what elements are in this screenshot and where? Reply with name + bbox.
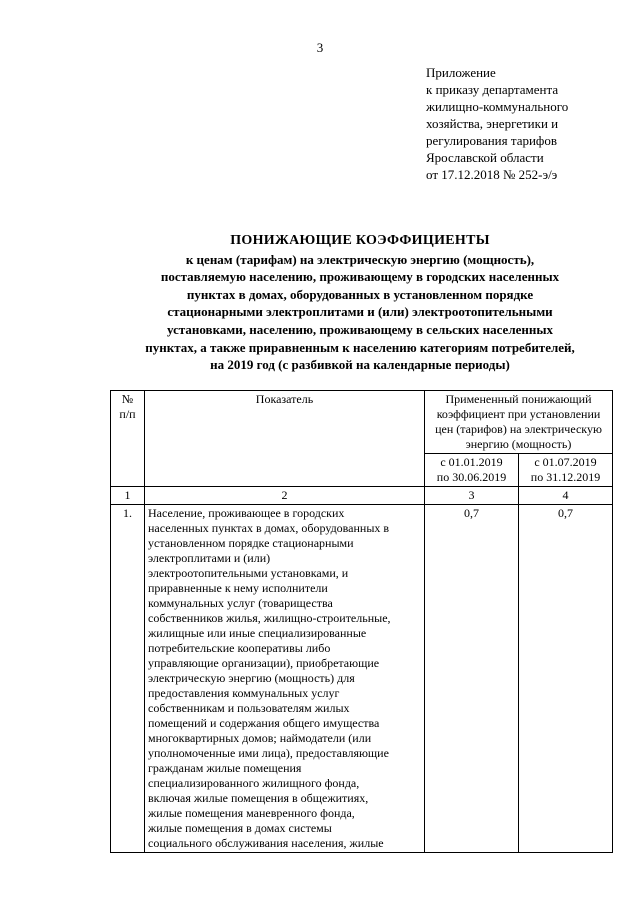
- row-text-line: установленном порядке стационарными: [148, 536, 354, 550]
- index-cell: 2: [145, 487, 425, 505]
- appendix-line: регулирования тарифов: [426, 133, 557, 148]
- appendix-line: от 17.12.2018 № 252-э/э: [426, 167, 558, 182]
- row-text-line: предоставления коммунальных услуг: [148, 686, 340, 700]
- row-text-line: жилищные или иные специализированные: [148, 626, 367, 640]
- title-line: на 2019 год (с разбивкой на календарные периоды): [210, 357, 510, 373]
- row-text-line: управляющие организации), приобретающие: [148, 656, 380, 670]
- row-text-line: гражданам жилые помещения: [148, 761, 302, 775]
- title-main: ПОНИЖАЮЩИЕ КОЭФФИЦИЕНТЫ: [230, 233, 490, 248]
- row-value-period2: 0,7: [519, 505, 613, 853]
- header-coef-text: Примененный понижающий: [445, 392, 592, 406]
- row-text-line: жилые помещения маневренного фонда,: [148, 806, 355, 820]
- table-index-row: [111, 487, 613, 505]
- row-text-line: приравненные к нему исполнители: [148, 581, 328, 595]
- row-text-line: электрическую энергию (мощность) для: [148, 671, 355, 685]
- header-num-text: п/п: [119, 407, 136, 421]
- header-period2-cell: [519, 454, 613, 487]
- index-cell: 1: [111, 487, 145, 505]
- appendix-line: к приказу департамента: [426, 82, 559, 97]
- header-period-text: с 01.07.2019: [534, 455, 597, 469]
- row-text-line: жилые помещения в домах системы: [148, 821, 332, 835]
- row-text-line: социального обслуживания населения, жилые: [148, 836, 384, 850]
- header-coef-text: энергию (мощность): [465, 437, 572, 451]
- row-text-line: специализированного жилищного фонда,: [148, 776, 360, 790]
- header-coefficient-cell: [425, 391, 613, 454]
- row-text-line: включая жилые помещения в общежитиях,: [148, 791, 369, 805]
- row-text-line: коммунальных услуг (товарищества: [148, 596, 333, 610]
- row-text-line: многоквартирных домов; наймодатели (или: [148, 731, 372, 745]
- row-text-line: Население, проживающее в городских: [148, 506, 345, 520]
- appendix-line: хозяйства, энергетики и: [426, 116, 559, 131]
- index-cell: 4: [519, 487, 613, 505]
- index-cell: 3: [425, 487, 519, 505]
- table-row: [111, 505, 613, 853]
- row-value-period1: 0,7: [425, 505, 519, 853]
- title-line: поставляемую населению, проживающему в городских населенных: [160, 269, 560, 285]
- title-line: установками, населению, проживающему в сельских населенных: [166, 321, 554, 337]
- header-indicator-cell: [145, 391, 425, 487]
- header-period-text: с 01.01.2019: [440, 455, 503, 469]
- row-text-line: уполномоченные ими лица), предоставляющие: [148, 746, 389, 760]
- appendix-line: жилищно-коммунального: [426, 99, 569, 114]
- title-line: пунктах в домах, оборудованных в установленном порядке: [186, 286, 534, 302]
- row-text-line: электроотопительными установками, и: [148, 566, 349, 580]
- title-line: стационарными электроплитами и (или) электроотопительными: [167, 304, 553, 320]
- header-num-text: №: [121, 392, 134, 406]
- row-text-line: населенных пунктах в домах, оборудованных в: [148, 521, 390, 535]
- header-period-text: по 30.06.2019: [436, 470, 507, 484]
- appendix-reference: [426, 64, 626, 183]
- header-period1-cell: [425, 454, 519, 487]
- table-header-row: [111, 391, 613, 454]
- header-indicator-text: Показатель: [255, 392, 314, 406]
- row-text-line: помещений и содержания общего имущества: [148, 716, 380, 730]
- title-line: пунктах, а также приравненным к населению категориям потребителей,: [145, 339, 575, 355]
- header-period-text: по 31.12.2019: [530, 470, 601, 484]
- row-indicator-cell: [145, 505, 425, 853]
- row-text-line: собственников жилья, жилищно-строительные,: [148, 611, 391, 625]
- page-number: 3: [316, 40, 324, 55]
- document-title: [110, 232, 610, 374]
- row-text-line: электроплитами и (или): [148, 551, 271, 565]
- appendix-line: Приложение: [426, 65, 496, 80]
- row-num-cell: 1.: [111, 505, 145, 853]
- row-text-line: потребительские кооперативы либо: [148, 641, 331, 655]
- coefficients-table: [110, 390, 613, 853]
- header-coef-text: коэффициент при установлении: [436, 407, 601, 421]
- row-text-line: собственникам и пользователям жилых: [148, 701, 350, 715]
- title-line: к ценам (тарифам) на электрическую энергию (мощность),: [185, 251, 535, 267]
- header-coef-text: цен (тарифов) на электрическую: [435, 422, 602, 436]
- appendix-line: Ярославской области: [426, 150, 544, 165]
- header-num-cell: [111, 391, 145, 487]
